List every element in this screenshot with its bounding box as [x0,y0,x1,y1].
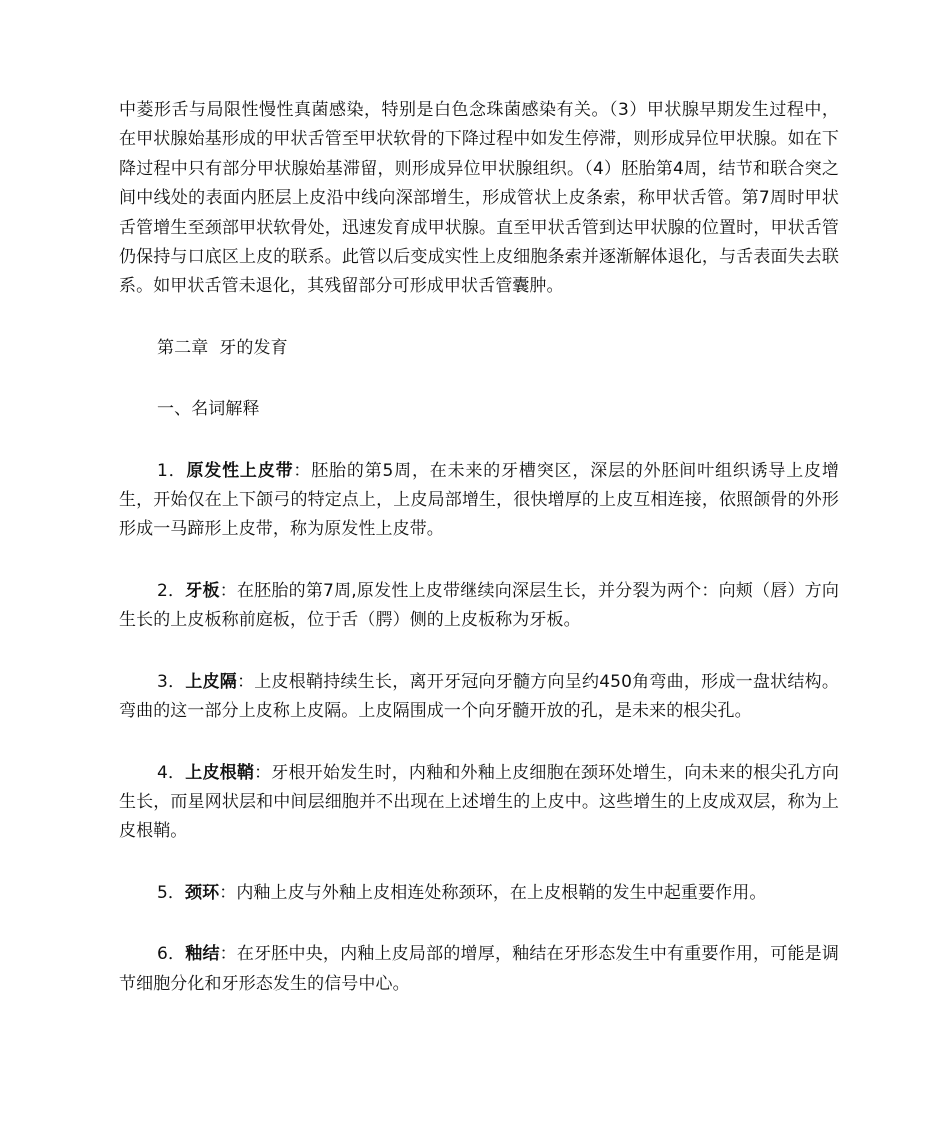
definition-text: ：在胚胎的第7周,原发性上皮带继续向深层生长，并分裂为两个：向颊（唇）方向生长的上皮板称前庭板，位于舌（腭）侧的上皮板称为牙板。 [119,580,839,631]
definition-6 [119,940,839,999]
definition-text: ：上皮根鞘持续生长，离开牙冠向牙髓方向呈约450角弯曲，形成一盘状结构。弯曲的这一部分上皮称上皮隔。上皮隔围成一个向牙髓开放的孔，是未来的根尖孔。 [119,671,839,722]
definition-number: 3． [157,671,186,692]
definition-term: 原发性上皮带 [186,460,294,481]
definition-3 [119,668,839,727]
definition-number: 4． [157,762,186,783]
definition-number: 5． [157,882,186,903]
definition-number: 6． [157,944,186,965]
definition-text: ：胚胎的第5周，在未来的牙槽突区，深层的外胚间叶组织诱导上皮增生，开始仅在上下颌弓的特定点上，上皮局部增生，很快增厚的上皮互相连接，依照颌骨的外形形成一马蹄形上皮带，称为原发性上皮带。 [119,460,839,540]
definition-number: 2． [157,580,186,601]
definition-text: ：内釉上皮与外釉上皮相连处称颈环，在上皮根鞘的发生中起重要作用。 [219,882,767,903]
definition-term: 釉结 [185,944,220,965]
definition-term: 上皮隔 [185,671,238,692]
definition-5 [119,879,839,908]
definition-number: 1． [157,460,187,481]
intro-paragraph: 中菱形舌与局限性慢性真菌感染，特别是白色念珠菌感染有关。（3）甲状腺早期发生过程中，在甲状腺始基形成的甲状舌管至甲状软骨的下降过程中如发生停滞，则形成异位甲状腺。如在下降过程中只有部分甲状腺始基滞留，则形成异位甲状腺组织。（4）胚胎第4周，结节和联合突之间中线处的表面内胚层上皮沿中线向深部增生，形成管状上皮条索，称甲状舌管。第7周时甲状舌管增生至颈部甲状软骨处，迅速发育成甲状腺。直至甲状舌管到达甲状腺的位置时，甲状舌管仍保持与口底区上皮的联系。此管以后变成实性上皮细胞条索并逐渐解体退化，与舌表面失去联系。如甲状舌管未退化，其残留部分可形成甲状舌管囊肿。 [119,100,839,297]
document-page [119,96,839,999]
definition-term: 颈环 [185,882,220,903]
definition-1 [119,457,839,545]
definition-text: ：在牙胚中央，内釉上皮局部的增厚，釉结在牙形态发生中有重要作用，可能是调节细胞分化和牙形态发生的信号中心。 [119,944,839,994]
section-title: 一、名词解释 [157,399,260,420]
definition-text: ：牙根开始发生时，内釉和外釉上皮细胞在颈环处增生，向未来的根尖孔方向生长，而星网状层和中间层细胞并不出现在上述增生的上皮中。这些增生的上皮成双层，称为上皮根鞘。 [119,762,839,842]
definition-2 [119,577,839,636]
definition-term: 牙板 [185,580,220,601]
chapter-title: 第二章 牙的发育 [157,337,288,358]
definition-4 [119,759,839,847]
definition-term: 上皮根鞘 [185,762,255,783]
